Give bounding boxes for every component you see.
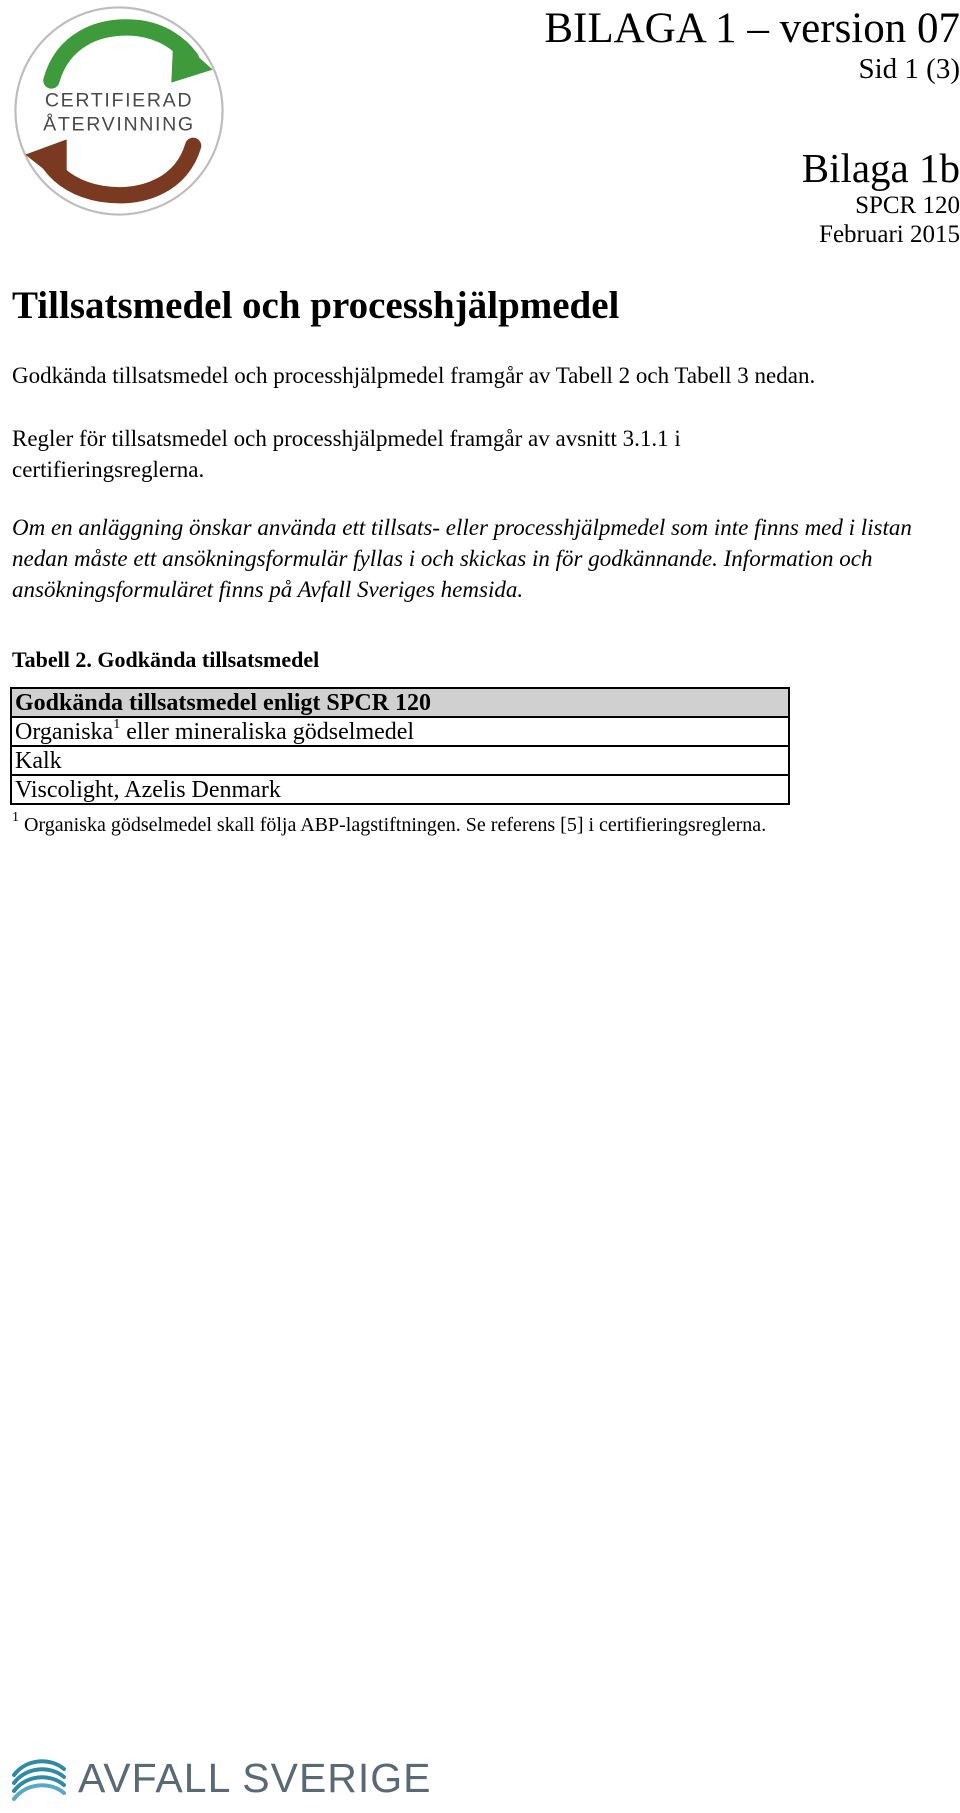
- table-row: [11, 746, 789, 775]
- document-heading: Tillsatsmedel och processhjälpmedel: [12, 284, 620, 327]
- table-header-row: [11, 688, 789, 717]
- cell-text: Organiska: [15, 718, 114, 745]
- table-row: [11, 717, 789, 746]
- table-caption: Tabell 2. Godkända tillsatsmedel: [12, 647, 320, 672]
- table-cell: Viscolight, Azelis Denmark: [11, 775, 789, 804]
- page-number: Sid 1 (3): [858, 53, 960, 85]
- appendix-version-title: BILAGA 1 – version 07: [544, 5, 960, 52]
- approved-additives-table: [10, 687, 790, 805]
- table-footnote: [12, 812, 766, 838]
- avfall-sverige-mark-icon: [10, 1753, 68, 1803]
- footnote-text: Organiska gödselmedel skall följa ABP-lagstiftningen. Se referens [5] i certifieringsreglerna.: [19, 814, 767, 836]
- footnote-mark: 1: [12, 810, 19, 826]
- table-cell: Kalk: [11, 746, 789, 775]
- document-date: Februari 2015: [819, 221, 960, 248]
- certified-recycling-logo: [10, 2, 228, 220]
- application-paragraph: Om en anläggning önskar använda ett tillsats- eller processhjälpmedel som inte finns med i listan nedan måste ett ansökningsformulär fyllas i och skickas in för godkännande. Information och ansökningsformuläret finns på Avfall Sveriges hemsida.: [12, 515, 912, 602]
- logo-text-line2: ÅTERVINNING: [43, 113, 195, 136]
- cell-text-rest: eller mineraliska gödselmedel: [120, 718, 415, 745]
- footnote-ref: 1: [113, 716, 121, 732]
- intro-paragraph: Godkända tillsatsmedel och processhjälpmedel framgår av Tabell 2 och Tabell 3 nedan.: [12, 363, 816, 388]
- rules-paragraph: Regler för tillsatsmedel och processhjälpmedel framgår av avsnitt 3.1.1 i certifieringsreglerna.: [12, 426, 681, 482]
- annex-label: Bilaga 1b: [801, 145, 960, 191]
- table-cell: [11, 717, 789, 746]
- recycle-arrows-icon: [10, 2, 228, 220]
- footer-brand-name: AVFALL SVERIGE: [78, 1754, 432, 1801]
- table-header-cell: Godkända tillsatsmedel enligt SPCR 120: [11, 688, 789, 717]
- avfall-sverige-logo: [10, 1752, 432, 1804]
- spcr-reference: SPCR 120: [855, 192, 960, 219]
- table-row: [11, 775, 789, 804]
- logo-text-line1: CERTIFIERAD: [44, 89, 194, 112]
